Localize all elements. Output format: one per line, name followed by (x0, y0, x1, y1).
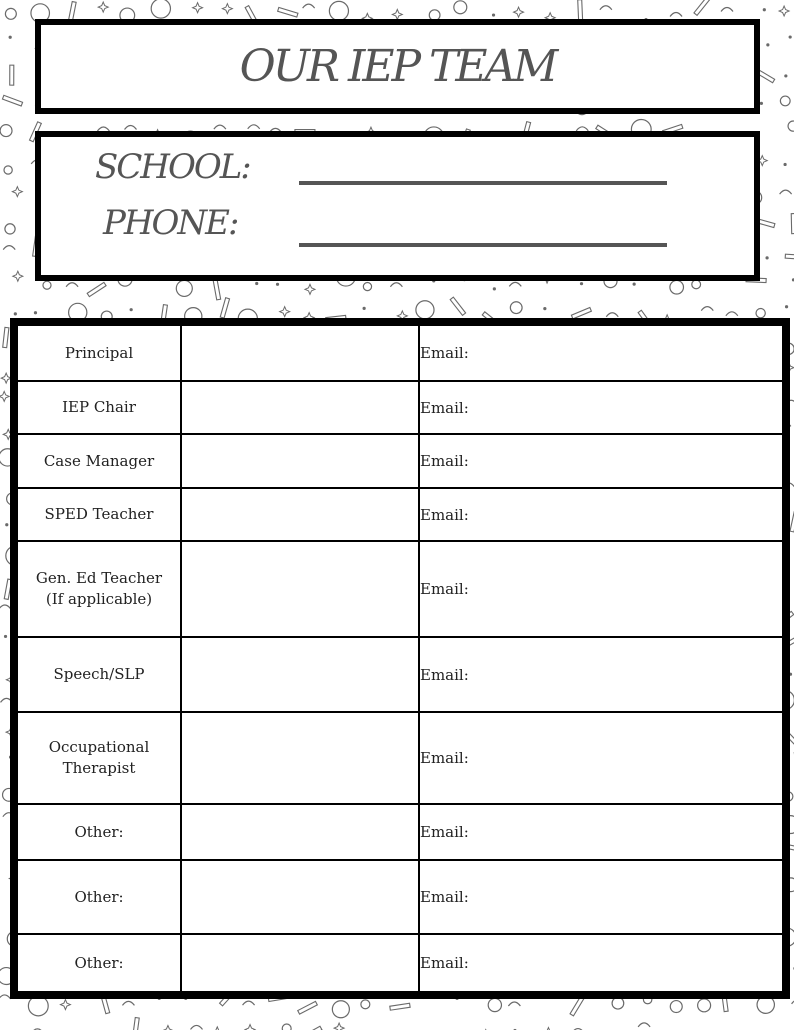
doodle-shape (763, 8, 766, 11)
doodle-shape (510, 302, 522, 314)
doodle-shape (222, 4, 232, 14)
doodle-shape (493, 287, 496, 290)
doodle-shape (13, 271, 23, 281)
name-cell[interactable] (181, 541, 419, 637)
doodle-shape (255, 282, 258, 285)
doodle-shape (193, 3, 203, 13)
role-cell (18, 637, 181, 712)
doodle-shape (43, 281, 51, 289)
role-cell (18, 860, 181, 934)
role-label: Other: (74, 887, 124, 906)
doodle-shape (12, 187, 22, 197)
doodle-shape (60, 1000, 70, 1010)
doodle-shape (298, 1001, 318, 1014)
doodle-shape (98, 2, 108, 12)
doodle-shape (0, 391, 9, 401)
email-cell[interactable] (419, 637, 782, 712)
doodle-shape (694, 0, 710, 15)
doodle-shape (450, 297, 465, 315)
doodle-shape (303, 4, 315, 8)
doodle-shape (303, 1026, 322, 1030)
doodle-shape (788, 121, 794, 131)
doodle-shape (578, 0, 583, 20)
school-info-box (35, 131, 760, 281)
doodle-shape (779, 6, 789, 16)
doodle-shape (2, 95, 22, 106)
email-label: Email: (420, 823, 469, 841)
doodle-shape (698, 999, 711, 1012)
doodle-shape (220, 298, 229, 318)
doodle-shape (392, 9, 402, 19)
name-cell[interactable] (181, 488, 419, 541)
role-label: Case Manager (43, 451, 155, 470)
doodle-shape (600, 6, 612, 10)
doodle-shape (670, 1001, 682, 1013)
role-label: IEP Chair (62, 398, 136, 416)
doodle-shape (5, 8, 16, 19)
doodle-shape (329, 1, 348, 20)
name-cell[interactable] (181, 637, 419, 712)
email-label: Email: (420, 452, 469, 470)
doodle-shape (701, 307, 713, 311)
doodle-shape (163, 1025, 173, 1030)
doodle-shape (213, 280, 221, 300)
role-cell (18, 804, 181, 860)
role-label: Occupational (48, 738, 150, 756)
email-cell[interactable] (419, 488, 782, 541)
name-cell[interactable] (181, 804, 419, 860)
doodle-shape (9, 36, 12, 39)
doodle-shape (580, 282, 583, 285)
role-label: Speech/SLP (53, 665, 145, 683)
name-cell[interactable] (181, 860, 419, 934)
role-note: Therapist (62, 759, 136, 777)
role-cell (18, 934, 181, 991)
doodle-shape (790, 512, 794, 532)
doodle-shape (454, 1, 467, 14)
name-cell[interactable] (181, 434, 419, 488)
doodle-shape (133, 1018, 140, 1030)
doodle-shape (765, 256, 768, 259)
role-label: Principal (64, 343, 134, 362)
doodle-shape (756, 309, 765, 318)
doodle-shape (780, 190, 792, 194)
table-row (18, 860, 782, 934)
table-row (18, 488, 782, 541)
page-title: OUR IEP TEAM (239, 41, 556, 92)
doodle-shape (243, 1001, 255, 1005)
doodle-shape (670, 280, 684, 294)
doodle-shape (390, 1003, 410, 1010)
doodle-shape (305, 284, 315, 294)
doodle-shape (543, 307, 546, 310)
doodle-shape (766, 43, 769, 46)
doodle-shape (612, 997, 624, 1009)
doodle-shape (278, 7, 298, 17)
email-cell[interactable] (419, 804, 782, 860)
doodle-shape (692, 280, 701, 289)
doodle-shape (10, 65, 14, 85)
role-cell (18, 326, 181, 381)
doodle-shape (28, 996, 48, 1016)
email-cell[interactable] (419, 934, 782, 991)
doodle-shape (4, 635, 7, 638)
doodle-shape (785, 305, 788, 308)
email-label: Email: (420, 888, 469, 906)
role-label: Other: (74, 822, 124, 841)
doodle-shape (34, 311, 37, 314)
role-cell (18, 541, 181, 637)
doodle-shape (760, 102, 763, 105)
table-row (18, 541, 782, 637)
email-label: Email: (420, 398, 469, 417)
email-label: Email: (420, 344, 469, 362)
doodle-shape (332, 1001, 349, 1018)
doodle-shape (248, 125, 260, 129)
email-label: Email: (420, 580, 469, 598)
role-cell (18, 712, 181, 804)
doodle-shape (87, 282, 106, 296)
role-cell (18, 381, 181, 434)
school-field-line[interactable] (299, 181, 667, 185)
doodle-shape (5, 523, 8, 526)
doodle-shape (0, 125, 12, 137)
doodle-shape (3, 246, 15, 250)
email-cell[interactable] (419, 712, 782, 804)
doodle-shape (509, 282, 521, 286)
doodle-shape (214, 125, 226, 129)
doodle-shape (66, 283, 78, 287)
doodle-shape (783, 163, 786, 166)
doodle-shape (176, 280, 192, 296)
email-cell[interactable] (419, 326, 782, 381)
email-label: Email: (420, 954, 469, 972)
table-row (18, 712, 782, 804)
team-table (18, 326, 782, 991)
doodle-shape (721, 8, 733, 12)
phone-label: PHONE: (103, 203, 238, 243)
doodle-shape (282, 1024, 291, 1030)
doodle-shape (245, 1025, 255, 1030)
doodle-shape (4, 166, 12, 174)
role-cell (18, 434, 181, 488)
name-cell[interactable] (181, 326, 419, 381)
doodle-shape (130, 308, 133, 311)
doodle-shape (606, 313, 618, 317)
doodle-shape (5, 224, 15, 234)
doodle-shape (390, 283, 402, 287)
doodle-shape (151, 0, 170, 18)
email-label: Email: (420, 505, 469, 524)
doodle-shape (122, 1001, 134, 1005)
role-label: Other: (74, 953, 124, 972)
doodle-shape (789, 35, 792, 38)
email-label: Email: (420, 665, 469, 684)
team-table-frame (10, 318, 790, 999)
doodle-shape (361, 1000, 370, 1009)
doodle-shape (785, 254, 794, 259)
title-banner (35, 19, 760, 114)
doodle-shape (488, 998, 501, 1011)
email-cell[interactable] (419, 381, 782, 434)
doodle-shape (638, 1023, 650, 1027)
role-note: (If applicable) (45, 590, 153, 608)
doodle-shape (670, 12, 682, 16)
doodle-shape (633, 283, 636, 286)
table-row (18, 434, 782, 488)
doodle-shape (363, 282, 371, 290)
doodle-shape (280, 307, 290, 317)
school-label: SCHOOL: (95, 147, 250, 187)
table-row (18, 381, 782, 434)
email-cell[interactable] (419, 434, 782, 488)
doodle-shape (191, 1025, 203, 1029)
doodle-shape (784, 74, 787, 77)
doodle-shape (726, 312, 738, 316)
doodle-shape (14, 312, 17, 315)
doodle-shape (334, 1023, 344, 1030)
name-cell[interactable] (181, 934, 419, 991)
name-cell[interactable] (181, 712, 419, 804)
email-cell[interactable] (419, 860, 782, 934)
doodle-shape (363, 307, 366, 310)
doodle-shape (570, 997, 584, 1016)
table-row (18, 934, 782, 991)
table-row (18, 804, 782, 860)
doodle-shape (492, 13, 495, 16)
name-cell[interactable] (181, 381, 419, 434)
email-label: Email: (420, 749, 469, 767)
role-label: Gen. Ed Teacher (35, 569, 163, 587)
table-row (18, 326, 782, 381)
doodle-shape (780, 96, 790, 106)
doodle-shape (514, 7, 524, 17)
table-row (18, 637, 782, 712)
doodle-shape (276, 283, 279, 286)
doodle-shape (125, 126, 137, 130)
phone-field-line[interactable] (299, 243, 667, 247)
role-cell (18, 488, 181, 541)
doodle-shape (416, 301, 434, 319)
email-cell[interactable] (419, 541, 782, 637)
role-label: SPED Teacher (44, 505, 154, 523)
doodle-shape (508, 1002, 520, 1006)
doodle-shape (3, 327, 9, 347)
